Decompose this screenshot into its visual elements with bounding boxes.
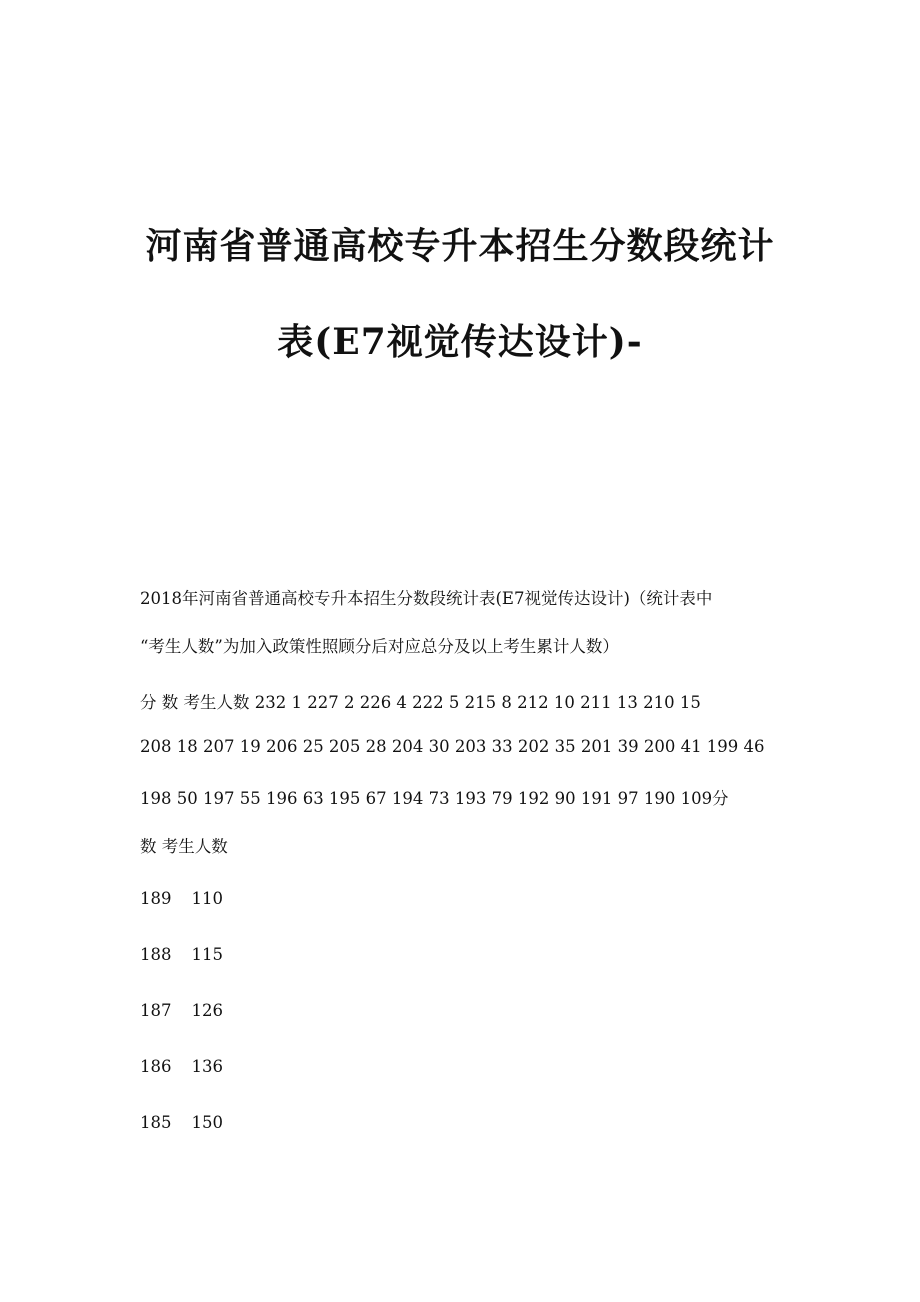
- table-row: [140, 889, 223, 908]
- table-inline-line-2: 208 18 207 19 206 25 205 28 204 30 203 33 202 35 201 39 200 41 199 46: [140, 737, 765, 756]
- table-inline-line-1: 分 数 考生人数 232 1 227 2 226 4 222 5 215 8 212 10 211 13 210 15: [140, 693, 701, 712]
- count-cell: 115: [191, 945, 223, 964]
- document-title-line-1: 河南省普通高校专升本招生分数段统计: [145, 225, 775, 267]
- count-cell: 150: [191, 1113, 223, 1132]
- count-cell: 126: [191, 1001, 223, 1020]
- score-cell: 185: [140, 1113, 172, 1132]
- score-cell: 189: [140, 889, 172, 908]
- document-title-line-2: 表(E7视觉传达设计)-: [277, 321, 643, 363]
- score-cell: 188: [140, 945, 172, 964]
- score-cell: 186: [140, 1057, 172, 1076]
- table-row: [140, 1057, 223, 1076]
- table-row: [140, 945, 223, 964]
- table-inline-line-3: 198 50 197 55 196 63 195 67 194 73 193 79 192 90 191 97 190 109分: [140, 789, 729, 808]
- table-row: [140, 1001, 223, 1020]
- table-row: [140, 1113, 223, 1132]
- intro-line-1: 2018年河南省普通高校专升本招生分数段统计表(E7视觉传达设计)（统计表中: [140, 589, 713, 608]
- score-cell: 187: [140, 1001, 172, 1020]
- intro-line-2: “考生人数”为加入政策性照顾分后对应总分及以上考生累计人数）: [140, 637, 619, 656]
- table-inline-line-4: 数 考生人数: [140, 837, 228, 856]
- count-cell: 136: [191, 1057, 223, 1076]
- count-cell: 110: [191, 889, 223, 908]
